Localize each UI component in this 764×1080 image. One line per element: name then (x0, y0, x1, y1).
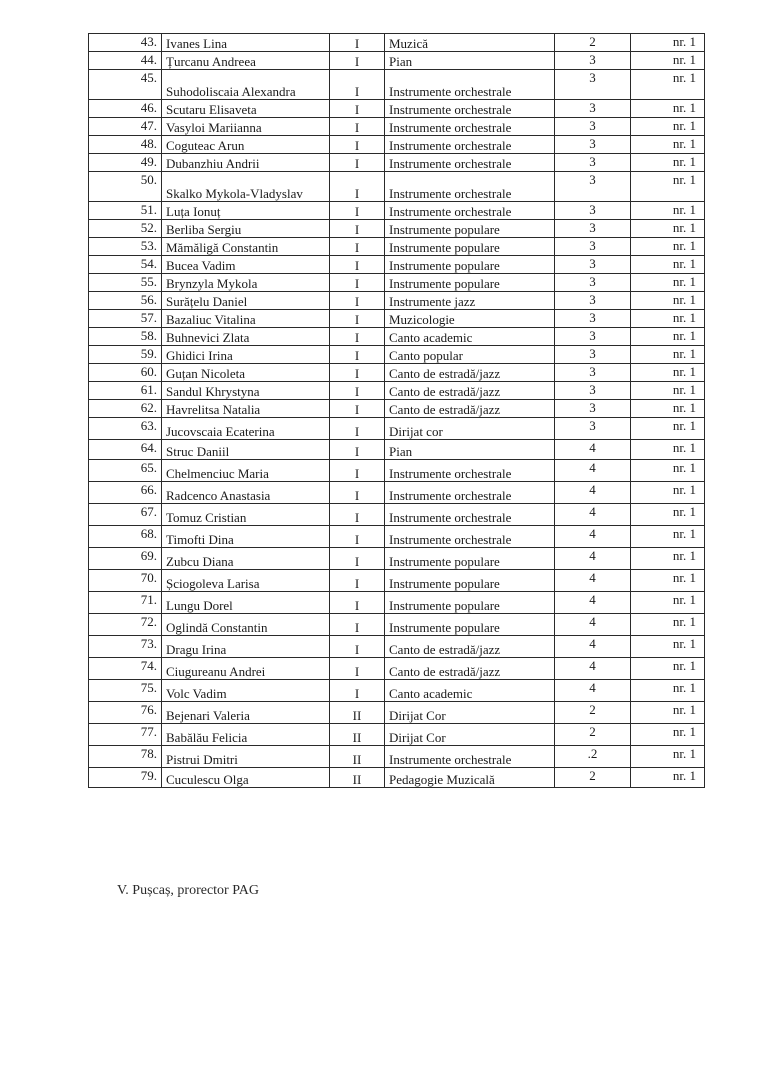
study-year: I (330, 364, 385, 382)
study-year: I (330, 202, 385, 220)
table-row (89, 346, 705, 364)
row-number: 77. (89, 724, 162, 746)
student-name: Ciugureanu Andrei (162, 658, 330, 680)
row-number: 71. (89, 592, 162, 614)
table-row (89, 310, 705, 328)
student-name: Vasyloi Mariianna (162, 118, 330, 136)
table-row (89, 570, 705, 592)
row-number: 51. (89, 202, 162, 220)
table-row (89, 636, 705, 658)
specialty: Instrumente populare (385, 614, 555, 636)
student-name: Dragu Irina (162, 636, 330, 658)
student-name: Suhodoliscaia Alexandra (162, 70, 330, 100)
reference-number: nr. 1 (631, 418, 705, 440)
count-value: 3 (555, 364, 631, 382)
row-number: 78. (89, 746, 162, 768)
table-row (89, 400, 705, 418)
study-year: I (330, 526, 385, 548)
reference-number: nr. 1 (631, 570, 705, 592)
table-row (89, 382, 705, 400)
table-row (89, 548, 705, 570)
reference-number: nr. 1 (631, 724, 705, 746)
count-value: 3 (555, 274, 631, 292)
study-year: I (330, 220, 385, 238)
specialty: Instrumente orchestrale (385, 118, 555, 136)
specialty: Instrumente populare (385, 256, 555, 274)
count-value: 3 (555, 238, 631, 256)
study-year: I (330, 328, 385, 346)
count-value: .2 (555, 746, 631, 768)
table-row (89, 274, 705, 292)
reference-number: nr. 1 (631, 274, 705, 292)
table-row (89, 526, 705, 548)
specialty: Canto academic (385, 680, 555, 702)
student-name: Pistrui Dmitri (162, 746, 330, 768)
study-year: I (330, 382, 385, 400)
table-row (89, 724, 705, 746)
row-number: 68. (89, 526, 162, 548)
student-name: Skalko Mykola-Vladyslav (162, 172, 330, 202)
row-number: 47. (89, 118, 162, 136)
table-row (89, 52, 705, 70)
student-name: Brynzyla Mykola (162, 274, 330, 292)
count-value: 3 (555, 310, 631, 328)
study-year: I (330, 136, 385, 154)
reference-number: nr. 1 (631, 100, 705, 118)
row-number: 74. (89, 658, 162, 680)
table-row (89, 482, 705, 504)
specialty: Instrumente populare (385, 548, 555, 570)
student-name: Babălău Felicia (162, 724, 330, 746)
specialty: Instrumente jazz (385, 292, 555, 310)
specialty: Instrumente orchestrale (385, 504, 555, 526)
specialty: Dirijat Cor (385, 724, 555, 746)
study-year: I (330, 172, 385, 202)
row-number: 56. (89, 292, 162, 310)
row-number: 59. (89, 346, 162, 364)
student-name: Mămăligă Constantin (162, 238, 330, 256)
study-year: I (330, 680, 385, 702)
row-number: 66. (89, 482, 162, 504)
study-year: I (330, 548, 385, 570)
student-name: Jucovscaia Ecaterina (162, 418, 330, 440)
count-value: 4 (555, 526, 631, 548)
count-value: 4 (555, 570, 631, 592)
table-row (89, 460, 705, 482)
count-value: 3 (555, 400, 631, 418)
reference-number: nr. 1 (631, 364, 705, 382)
table-row (89, 440, 705, 460)
study-year: II (330, 746, 385, 768)
signature-line: V. Pușcaș, prorector PAG (117, 883, 259, 898)
specialty: Instrumente populare (385, 592, 555, 614)
table-row (89, 658, 705, 680)
row-number: 60. (89, 364, 162, 382)
reference-number: nr. 1 (631, 440, 705, 460)
study-year: I (330, 52, 385, 70)
student-name: Chelmenciuc Maria (162, 460, 330, 482)
specialty: Instrumente orchestrale (385, 202, 555, 220)
specialty: Canto popular (385, 346, 555, 364)
count-value: 3 (555, 382, 631, 400)
student-name: Havrelitsa Natalia (162, 400, 330, 418)
count-value: 2 (555, 702, 631, 724)
specialty: Canto de estradă/jazz (385, 636, 555, 658)
row-number: 64. (89, 440, 162, 460)
specialty: Instrumente orchestrale (385, 136, 555, 154)
row-number: 44. (89, 52, 162, 70)
specialty: Instrumente populare (385, 570, 555, 592)
row-number: 62. (89, 400, 162, 418)
reference-number: nr. 1 (631, 658, 705, 680)
study-year: I (330, 118, 385, 136)
table-row (89, 34, 705, 52)
row-number: 55. (89, 274, 162, 292)
table-row (89, 100, 705, 118)
reference-number: nr. 1 (631, 292, 705, 310)
reference-number: nr. 1 (631, 592, 705, 614)
student-name: Lungu Dorel (162, 592, 330, 614)
specialty: Dirijat Cor (385, 702, 555, 724)
reference-number: nr. 1 (631, 548, 705, 570)
count-value: 3 (555, 256, 631, 274)
count-value: 3 (555, 100, 631, 118)
table-row (89, 118, 705, 136)
row-number: 61. (89, 382, 162, 400)
reference-number: nr. 1 (631, 400, 705, 418)
study-year: I (330, 400, 385, 418)
row-number: 48. (89, 136, 162, 154)
student-name: Bucea Vadim (162, 256, 330, 274)
study-year: I (330, 614, 385, 636)
table-row (89, 746, 705, 768)
reference-number: nr. 1 (631, 136, 705, 154)
count-value: 4 (555, 614, 631, 636)
student-name: Șciogoleva Larisa (162, 570, 330, 592)
study-year: I (330, 292, 385, 310)
reference-number: nr. 1 (631, 746, 705, 768)
study-year: I (330, 504, 385, 526)
specialty: Instrumente orchestrale (385, 482, 555, 504)
study-year: I (330, 636, 385, 658)
row-number: 45. (89, 70, 162, 100)
row-number: 73. (89, 636, 162, 658)
specialty: Instrumente populare (385, 238, 555, 256)
row-number: 63. (89, 418, 162, 440)
reference-number: nr. 1 (631, 118, 705, 136)
row-number: 76. (89, 702, 162, 724)
reference-number: nr. 1 (631, 346, 705, 364)
student-name: Ivanes Lina (162, 34, 330, 52)
table-row (89, 136, 705, 154)
student-name: Radcenco Anastasia (162, 482, 330, 504)
reference-number: nr. 1 (631, 614, 705, 636)
table-row (89, 768, 705, 788)
reference-number: nr. 1 (631, 482, 705, 504)
table-row (89, 328, 705, 346)
study-year: I (330, 440, 385, 460)
table-row (89, 256, 705, 274)
study-year: II (330, 724, 385, 746)
student-name: Dubanzhiu Andrii (162, 154, 330, 172)
table-row (89, 154, 705, 172)
specialty: Instrumente orchestrale (385, 746, 555, 768)
specialty: Canto de estradă/jazz (385, 658, 555, 680)
specialty: Canto academic (385, 328, 555, 346)
reference-number: nr. 1 (631, 238, 705, 256)
specialty: Instrumente orchestrale (385, 526, 555, 548)
student-name: Ghidici Irina (162, 346, 330, 364)
study-year: I (330, 346, 385, 364)
count-value: 3 (555, 118, 631, 136)
specialty: Instrumente populare (385, 220, 555, 238)
reference-number: nr. 1 (631, 680, 705, 702)
reference-number: nr. 1 (631, 460, 705, 482)
reference-number: nr. 1 (631, 52, 705, 70)
row-number: 53. (89, 238, 162, 256)
student-name: Coguteac Arun (162, 136, 330, 154)
student-name: Timofti Dina (162, 526, 330, 548)
student-name: Volc Vadim (162, 680, 330, 702)
row-number: 46. (89, 100, 162, 118)
table-row (89, 504, 705, 526)
study-year: I (330, 418, 385, 440)
student-name: Luța Ionuț (162, 202, 330, 220)
specialty: Pian (385, 440, 555, 460)
reference-number: nr. 1 (631, 504, 705, 526)
count-value: 4 (555, 636, 631, 658)
student-name: Bejenari Valeria (162, 702, 330, 724)
study-year: I (330, 238, 385, 256)
count-value: 4 (555, 680, 631, 702)
study-year: II (330, 702, 385, 724)
count-value: 2 (555, 768, 631, 788)
reference-number: nr. 1 (631, 636, 705, 658)
table-row (89, 202, 705, 220)
table-row (89, 680, 705, 702)
reference-number: nr. 1 (631, 154, 705, 172)
table-row (89, 418, 705, 440)
specialty: Canto de estradă/jazz (385, 400, 555, 418)
study-year: I (330, 34, 385, 52)
study-year: I (330, 256, 385, 274)
table-row (89, 614, 705, 636)
study-year: I (330, 274, 385, 292)
row-number: 69. (89, 548, 162, 570)
student-name: Bazaliuc Vitalina (162, 310, 330, 328)
student-name: Buhnevici Zlata (162, 328, 330, 346)
student-name: Scutaru Elisaveta (162, 100, 330, 118)
study-year: I (330, 592, 385, 614)
specialty: Pian (385, 52, 555, 70)
row-number: 65. (89, 460, 162, 482)
count-value: 4 (555, 504, 631, 526)
student-name: Berliba Sergiu (162, 220, 330, 238)
row-number: 57. (89, 310, 162, 328)
student-name: Surățelu Daniel (162, 292, 330, 310)
count-value: 3 (555, 346, 631, 364)
student-roster-table (88, 33, 705, 788)
count-value: 4 (555, 440, 631, 460)
count-value: 4 (555, 592, 631, 614)
study-year: I (330, 482, 385, 504)
reference-number: nr. 1 (631, 220, 705, 238)
row-number: 52. (89, 220, 162, 238)
student-name: Țurcanu Andreea (162, 52, 330, 70)
specialty: Muzicologie (385, 310, 555, 328)
reference-number: nr. 1 (631, 202, 705, 220)
table-row (89, 292, 705, 310)
row-number: 49. (89, 154, 162, 172)
specialty: Instrumente orchestrale (385, 172, 555, 202)
count-value: 4 (555, 658, 631, 680)
specialty: Instrumente orchestrale (385, 460, 555, 482)
table-row (89, 364, 705, 382)
student-name: Struc Daniil (162, 440, 330, 460)
study-year: I (330, 310, 385, 328)
count-value: 4 (555, 548, 631, 570)
count-value: 3 (555, 154, 631, 172)
count-value: 4 (555, 482, 631, 504)
study-year: I (330, 100, 385, 118)
specialty: Dirijat cor (385, 418, 555, 440)
count-value: 3 (555, 292, 631, 310)
study-year: I (330, 460, 385, 482)
table-row (89, 592, 705, 614)
student-name: Zubcu Diana (162, 548, 330, 570)
student-name: Sandul Khrystyna (162, 382, 330, 400)
row-number: 50. (89, 172, 162, 202)
specialty: Instrumente orchestrale (385, 70, 555, 100)
count-value: 3 (555, 328, 631, 346)
specialty: Canto de estradă/jazz (385, 382, 555, 400)
student-name: Oglindă Constantin (162, 614, 330, 636)
reference-number: nr. 1 (631, 702, 705, 724)
reference-number: nr. 1 (631, 310, 705, 328)
student-name: Guțan Nicoleta (162, 364, 330, 382)
count-value: 3 (555, 136, 631, 154)
student-name: Cuculescu Olga (162, 768, 330, 788)
specialty: Muzică (385, 34, 555, 52)
specialty: Canto de estradă/jazz (385, 364, 555, 382)
row-number: 58. (89, 328, 162, 346)
reference-number: nr. 1 (631, 526, 705, 548)
study-year: II (330, 768, 385, 788)
count-value: 3 (555, 172, 631, 202)
row-number: 67. (89, 504, 162, 526)
count-value: 3 (555, 418, 631, 440)
row-number: 79. (89, 768, 162, 788)
study-year: I (330, 658, 385, 680)
study-year: I (330, 570, 385, 592)
study-year: I (330, 154, 385, 172)
count-value: 4 (555, 460, 631, 482)
reference-number: nr. 1 (631, 172, 705, 202)
table-row (89, 172, 705, 202)
specialty: Instrumente orchestrale (385, 100, 555, 118)
row-number: 54. (89, 256, 162, 274)
specialty: Pedagogie Muzicală (385, 768, 555, 788)
reference-number: nr. 1 (631, 768, 705, 788)
study-year: I (330, 70, 385, 100)
reference-number: nr. 1 (631, 256, 705, 274)
roster-body (89, 34, 705, 788)
reference-number: nr. 1 (631, 382, 705, 400)
row-number: 72. (89, 614, 162, 636)
specialty: Instrumente populare (385, 274, 555, 292)
table-row (89, 220, 705, 238)
table-row (89, 238, 705, 256)
count-value: 3 (555, 220, 631, 238)
count-value: 3 (555, 52, 631, 70)
reference-number: nr. 1 (631, 70, 705, 100)
row-number: 75. (89, 680, 162, 702)
count-value: 2 (555, 724, 631, 746)
reference-number: nr. 1 (631, 328, 705, 346)
student-name: Tomuz Cristian (162, 504, 330, 526)
specialty: Instrumente orchestrale (385, 154, 555, 172)
count-value: 3 (555, 202, 631, 220)
row-number: 70. (89, 570, 162, 592)
reference-number: nr. 1 (631, 34, 705, 52)
table-row (89, 702, 705, 724)
count-value: 3 (555, 70, 631, 100)
table-row (89, 70, 705, 100)
count-value: 2 (555, 34, 631, 52)
row-number: 43. (89, 34, 162, 52)
